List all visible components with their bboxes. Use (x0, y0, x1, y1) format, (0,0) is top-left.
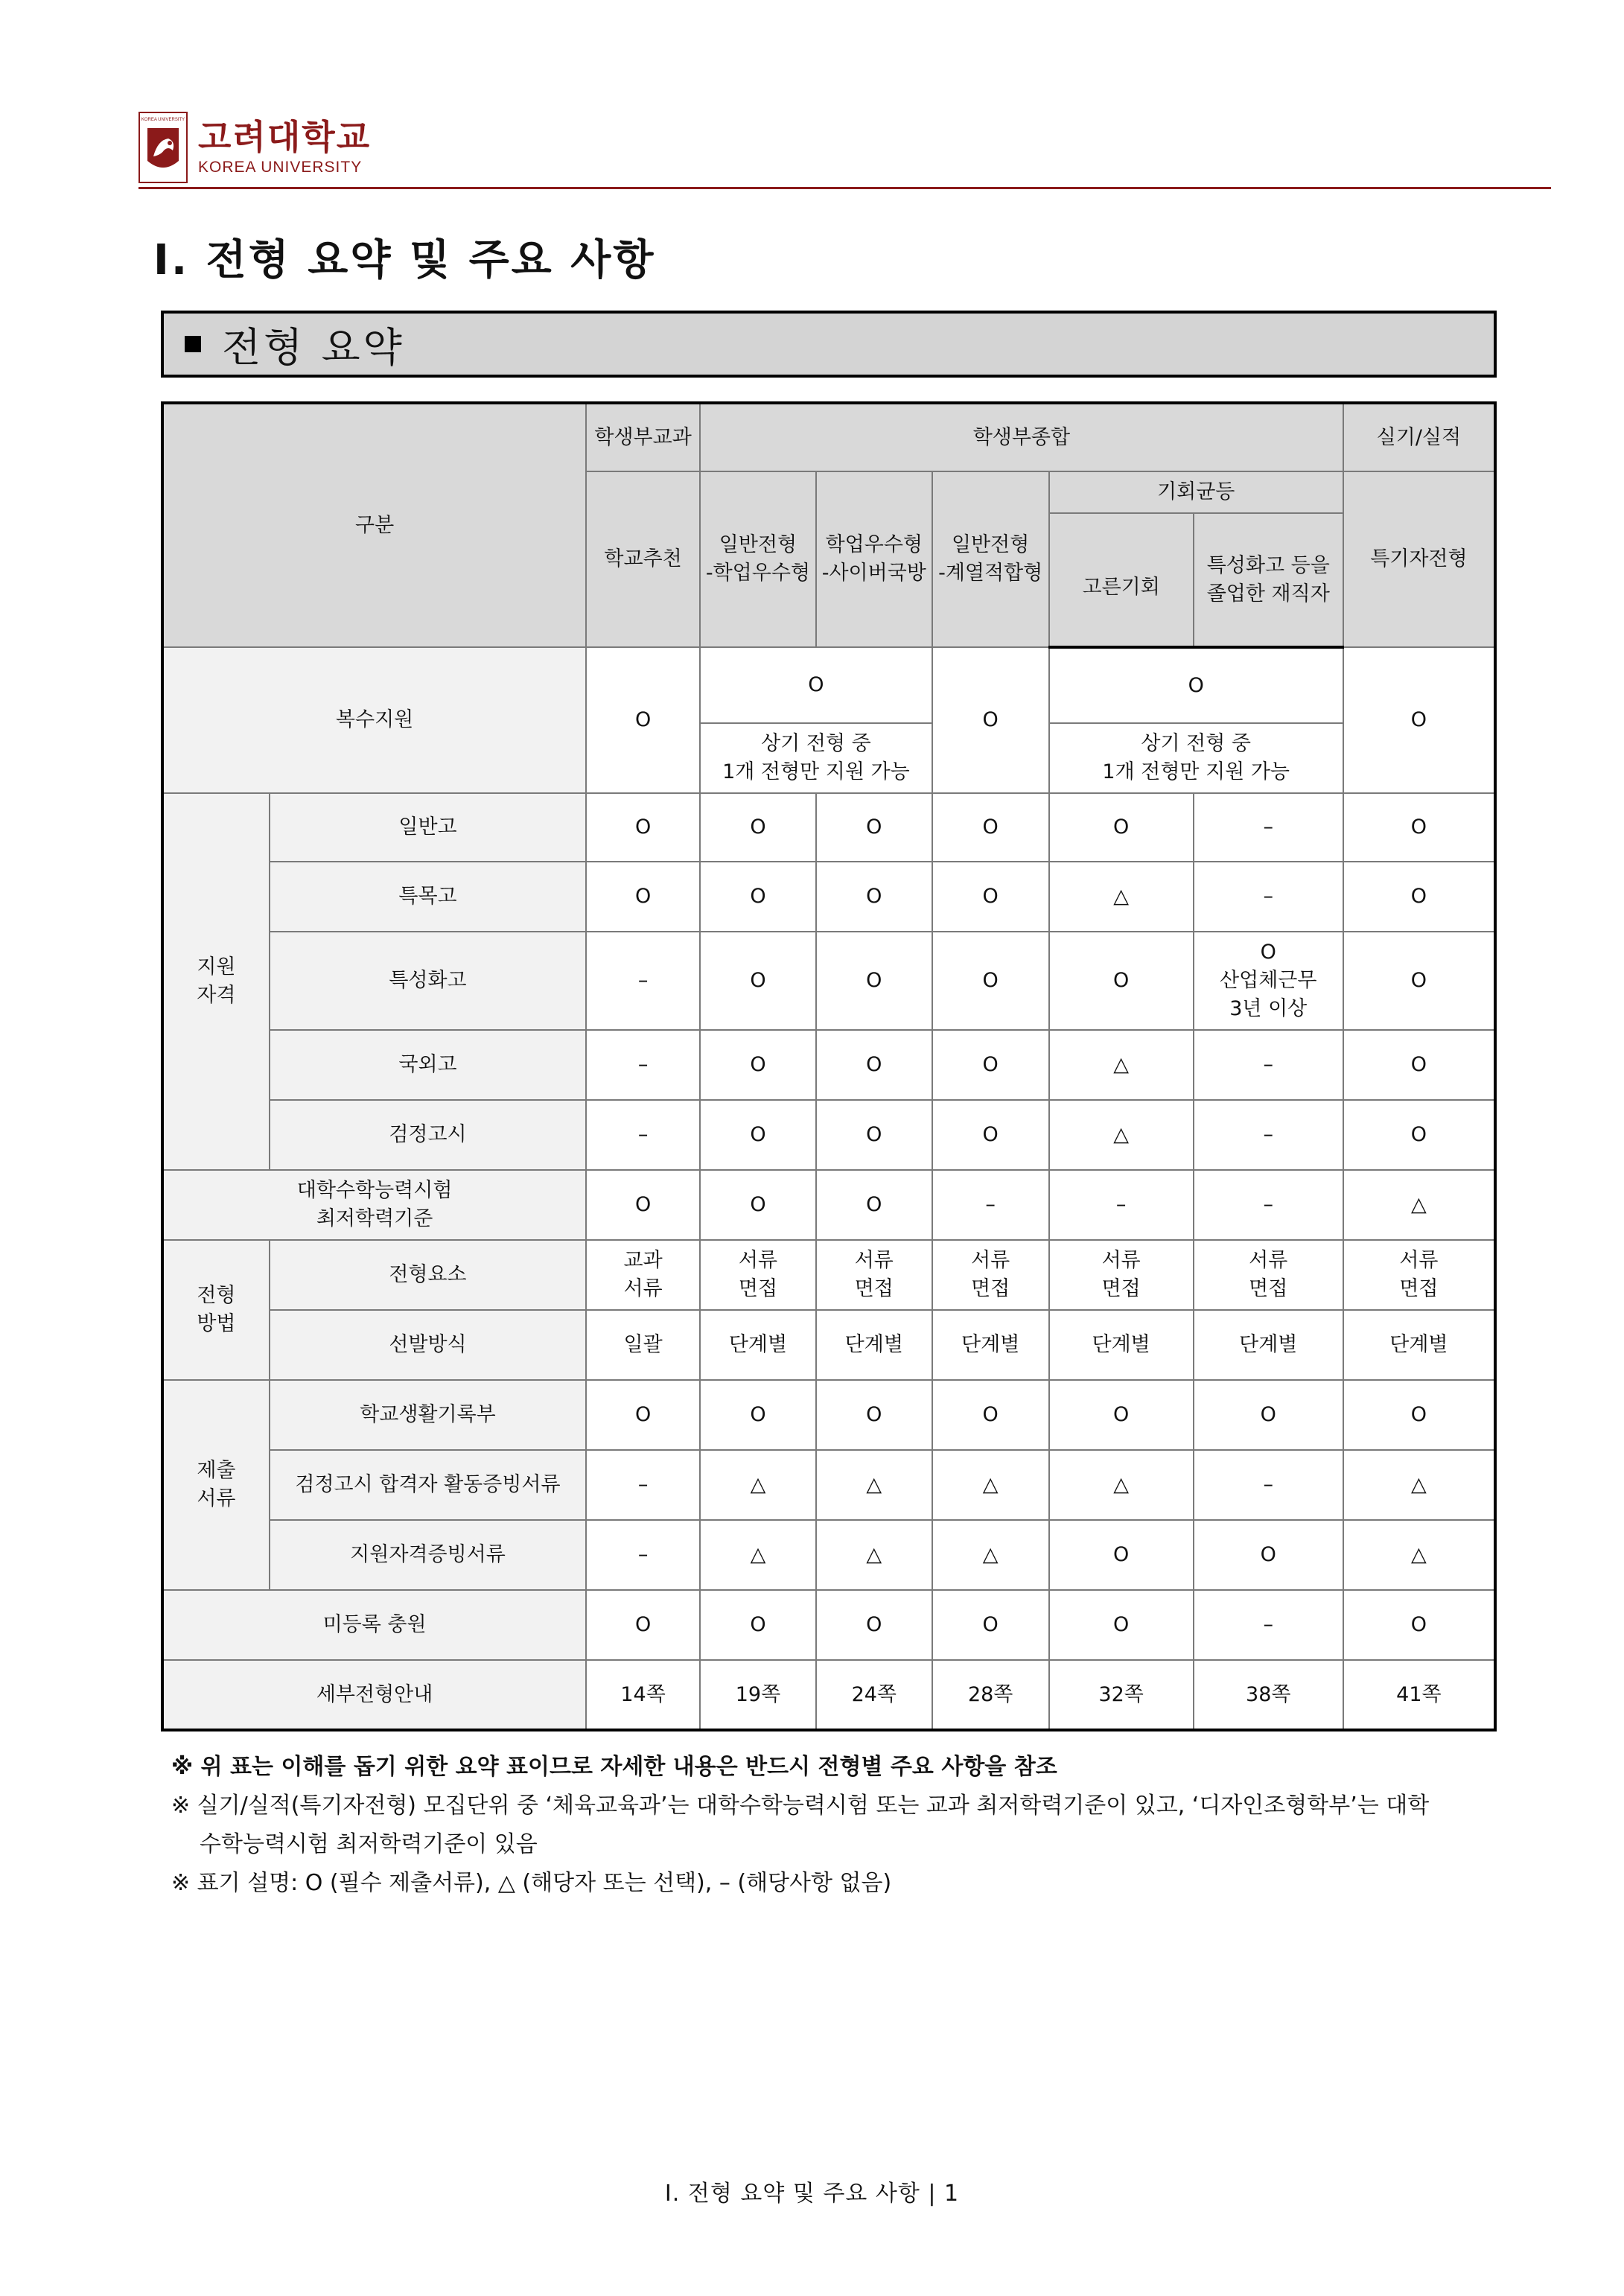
table-cell: – (1194, 1590, 1343, 1660)
note-summary: ※ 위 표는 이해를 돕기 위한 요약 표이므로 자세한 내용은 반드시 전형별 주요 사항을 참조 (171, 1754, 1057, 1780)
group-header-comprehensive: 학생부종합 (700, 403, 1343, 471)
table-cell: – (1194, 793, 1343, 862)
table-cell: O (700, 793, 816, 862)
page-reference: 19쪽 (700, 1660, 816, 1730)
corner-header: 구분 (162, 403, 586, 647)
table-cell: O (700, 647, 932, 723)
table-cell-note: 상기 전형 중 1개 전형만 지원 가능 (1049, 723, 1343, 793)
table-cell: – (586, 932, 700, 1030)
column-header: 일반전형 -계열적합형 (932, 471, 1049, 647)
column-header: 특기자전형 (1343, 471, 1495, 647)
table-cell: △ (932, 1520, 1049, 1590)
column-header: 고른기회 (1049, 513, 1194, 647)
table-cell: O (700, 862, 816, 932)
table-cell: O (700, 932, 816, 1030)
table-cell: 서류 면접 (932, 1240, 1049, 1310)
row-label: 전형요소 (270, 1240, 586, 1310)
table-cell: 서류 면접 (1049, 1240, 1194, 1310)
logo-korean-name: 고려대학교 (198, 117, 372, 157)
row-label: 학교생활기록부 (270, 1380, 586, 1450)
table-cell: – (932, 1170, 1049, 1240)
table-cell: O (932, 647, 1049, 793)
table-cell: O (586, 1590, 700, 1660)
table-cell: △ (700, 1450, 816, 1520)
table-cell: △ (1343, 1170, 1495, 1240)
summary-table (161, 401, 1497, 1731)
row-label: 지원자격증빙서류 (270, 1520, 586, 1590)
page-reference: 32쪽 (1049, 1660, 1194, 1730)
table-cell: O (816, 1100, 932, 1170)
table-cell: △ (1049, 1100, 1194, 1170)
row-label: 특성화고 (270, 932, 586, 1030)
university-logo (138, 112, 371, 183)
page-reference: 14쪽 (586, 1660, 700, 1730)
logo-emblem-text: KOREA UNIVERSITY (141, 118, 185, 122)
table-cell: O (586, 862, 700, 932)
row-group-label: 지원 자격 (162, 793, 270, 1170)
table-cell: 교과 서류 (586, 1240, 700, 1310)
table-cell: – (1049, 1170, 1194, 1240)
column-header: 학교추천 (586, 471, 700, 647)
section-heading (161, 311, 1497, 378)
table-cell: △ (1049, 862, 1194, 932)
table-cell: O (932, 1590, 1049, 1660)
table-cell: O (1049, 1520, 1194, 1590)
table-cell: 단계별 (1194, 1310, 1343, 1380)
table-cell: O (586, 1170, 700, 1240)
table-cell: O (700, 1380, 816, 1450)
row-label: 검정고시 합격자 활동증빙서류 (270, 1450, 586, 1520)
table-cell: – (1194, 1170, 1343, 1240)
page-reference: 28쪽 (932, 1660, 1049, 1730)
table-cell: △ (816, 1450, 932, 1520)
table-cell: 단계별 (700, 1310, 816, 1380)
table-cell: – (586, 1450, 700, 1520)
table-cell: – (586, 1100, 700, 1170)
table-cell: – (1194, 1450, 1343, 1520)
table-cell: 단계별 (1049, 1310, 1194, 1380)
row-label: 선발방식 (270, 1310, 586, 1380)
row-group-label: 제출 서류 (162, 1380, 270, 1590)
table-cell: △ (1343, 1520, 1495, 1590)
table-cell: O (1343, 1100, 1495, 1170)
table-cell: △ (1049, 1030, 1194, 1100)
column-header: 특성화고 등을 졸업한 재직자 (1194, 513, 1343, 647)
table-cell: O (700, 1590, 816, 1660)
table-cell: 단계별 (1343, 1310, 1495, 1380)
table-cell: 서류 면접 (700, 1240, 816, 1310)
table-cell: 일괄 (586, 1310, 700, 1380)
row-label: 복수지원 (162, 647, 586, 793)
table-cell: O (1343, 1380, 1495, 1450)
square-bullet-icon (185, 336, 201, 352)
table-cell: O (816, 862, 932, 932)
table-cell: O (1343, 1030, 1495, 1100)
table-cell: O (1049, 1380, 1194, 1450)
row-group-label: 전형 방법 (162, 1240, 270, 1380)
table-cell: O (700, 1030, 816, 1100)
table-cell: △ (932, 1450, 1049, 1520)
table-cell: 서류 면접 (1194, 1240, 1343, 1310)
table-cell: O (816, 793, 932, 862)
table-cell: – (1194, 1030, 1343, 1100)
table-cell: O (586, 1380, 700, 1450)
table-cell: O (1049, 932, 1194, 1030)
table-cell: O (1049, 1590, 1194, 1660)
table-cell: O (700, 1170, 816, 1240)
table-cell: O (816, 1590, 932, 1660)
group-header-school-record: 학생부교과 (586, 403, 700, 471)
note-practical-continued: 수학능력시험 최저학력기준이 있음 (200, 1831, 538, 1857)
table-cell: O (1343, 862, 1495, 932)
table-cell: O (1049, 793, 1194, 862)
table-cell: O (1343, 932, 1495, 1030)
table-cell: O (932, 1030, 1049, 1100)
table-cell-note: 상기 전형 중 1개 전형만 지원 가능 (700, 723, 932, 793)
table-cell: O (700, 1100, 816, 1170)
row-label: 대학수학능력시험 최저학력기준 (162, 1170, 586, 1240)
table-cell: △ (700, 1520, 816, 1590)
table-cell: O (816, 1030, 932, 1100)
table-cell: O (1343, 793, 1495, 862)
table-cell: O (1194, 1380, 1343, 1450)
header-divider (138, 187, 1551, 189)
table-cell: O (932, 1380, 1049, 1450)
page-reference: 38쪽 (1194, 1660, 1343, 1730)
table-cell: O (932, 862, 1049, 932)
page-title: Ⅰ. 전형 요약 및 주요 사항 (153, 236, 656, 284)
table-cell: – (586, 1030, 700, 1100)
row-label: 국외고 (270, 1030, 586, 1100)
table-cell: O (586, 793, 700, 862)
table-cell: O (932, 1100, 1049, 1170)
table-cell: O (816, 1170, 932, 1240)
row-label: 일반고 (270, 793, 586, 862)
table-cell: O (586, 647, 700, 793)
table-cell: – (1194, 1100, 1343, 1170)
table-cell: 단계별 (932, 1310, 1049, 1380)
group-header-practical: 실기/실적 (1343, 403, 1495, 471)
table-cell: O (1343, 647, 1495, 793)
section-title: 전형 요약 (222, 323, 405, 371)
note-legend: ※ 표기 설명: O (필수 제출서류), △ (해당자 또는 선택), – (해당사항 없음) (171, 1870, 892, 1896)
table-notes (171, 1748, 1504, 1903)
table-cell: O (1343, 1590, 1495, 1660)
table-cell: △ (1049, 1450, 1194, 1520)
row-label: 세부전형안내 (162, 1660, 586, 1730)
table-cell: O (932, 793, 1049, 862)
logo-english-name: KOREA UNIVERSITY (198, 159, 363, 176)
page-reference: 24쪽 (816, 1660, 932, 1730)
table-cell: O (1049, 647, 1343, 723)
row-label: 특목고 (270, 862, 586, 932)
table-cell: O (816, 1380, 932, 1450)
page-reference: 41쪽 (1343, 1660, 1495, 1730)
page-footer: Ⅰ. 전형 요약 및 주요 사항 | 1 (664, 2181, 960, 2207)
table-cell: – (1194, 862, 1343, 932)
note-practical: ※ 실기/실적(특기자전형) 모집단위 중 ‘체육교육과’는 대학수학능력시험 또는 교과 최저학력기준이 있고, ‘디자인조형학부’는 대학 (171, 1793, 1430, 1819)
row-label: 미등록 충원 (162, 1590, 586, 1660)
table-cell: △ (816, 1520, 932, 1590)
table-cell: – (586, 1520, 700, 1590)
column-header: 학업우수형 -사이버국방 (816, 471, 932, 647)
table-cell: 단계별 (816, 1310, 932, 1380)
column-header: 일반전형 -학업우수형 (700, 471, 816, 647)
tiger-crest-icon (138, 112, 188, 183)
row-label: 검정고시 (270, 1100, 586, 1170)
table-cell: O (816, 932, 932, 1030)
subgroup-header-equal-opportunity: 기회균등 (1049, 471, 1343, 513)
table-cell: O (932, 932, 1049, 1030)
table-cell: O (1194, 1520, 1343, 1590)
table-cell: △ (1343, 1450, 1495, 1520)
table-cell: 서류 면접 (1343, 1240, 1495, 1310)
table-cell: 서류 면접 (816, 1240, 932, 1310)
table-cell: O 산업체근무 3년 이상 (1194, 932, 1343, 1030)
